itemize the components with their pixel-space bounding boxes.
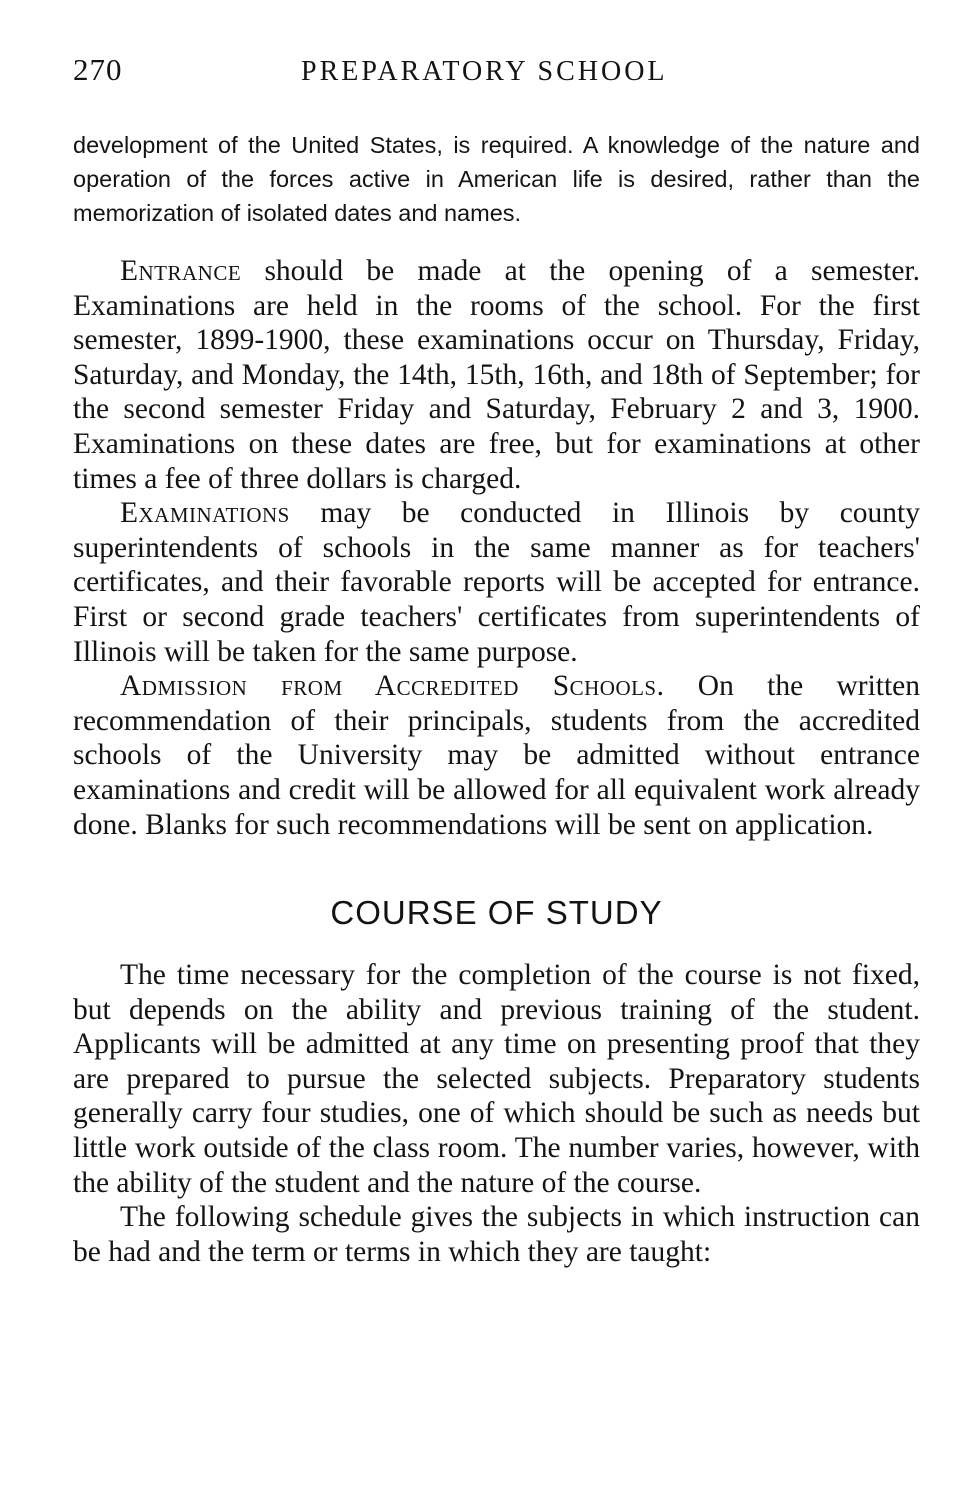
admission-text: On the written recommendation of their principals, students from the accredited schools of the University may be admitted without entrance examinations and credit will be allowed for all equivalent work already done. Blanks for such recommendations will be sent on application. [73,670,921,841]
admission-paragraph [73,669,920,842]
examinations-paragraph [73,496,920,669]
examinations-lead: Examinations [120,497,290,530]
running-title: PREPARATORY SCHOOL [301,56,668,87]
running-head [73,52,920,92]
entrance-lead: Entrance [120,255,242,287]
entrance-text: should be made at the opening of a semester. Examinations are held in the rooms of the school. For the first semester, 1899-1900, these examinations occur on Thursday, Friday, Saturday, and Monday, the 14th, 15th, 16th, and 18th of September; for the second semester Friday and Saturday, February 2 and 3, 1900. Examinations on these dates are free, but for examinations at other times a fee of three dollars is charged. [73,255,920,495]
page-number: 270 [73,52,123,87]
continuation-paragraph: development of the United States, is required. A knowledge of the nature and operation of the forces active in American life is desired, rather than the memorization of isolated dates and names. [73,132,920,226]
examinations-text: may be conducted in Illinois by county superintendents of schools in the same manner as for teachers' certificates, and their favorable reports will be accepted for entrance. First or second grade teachers' certificates from superintendents of Illinois will be taken for the same purpose. [73,497,920,668]
section-heading: COURSE OF STUDY [330,894,663,932]
course-intro-paragraph: The time necessary for the completion of the course is not fixed, but depends on the ability and previous training of the student. Applicants will be admitted at any time on presenting proof that they are prepared to pursue the selected subjects. Preparatory students generally carry four studies, one of which should be such as needs but little work outside of the class room. The number varies, however, with the ability of the student and the nature of the course. [73,959,920,1199]
admission-lead: Admission from Accredited Schools. [120,670,665,703]
entrance-paragraph [73,254,920,496]
schedule-intro-paragraph: The following schedule gives the subjects in which instruction can be had and the term or terms in which they are taught: [73,1201,920,1268]
